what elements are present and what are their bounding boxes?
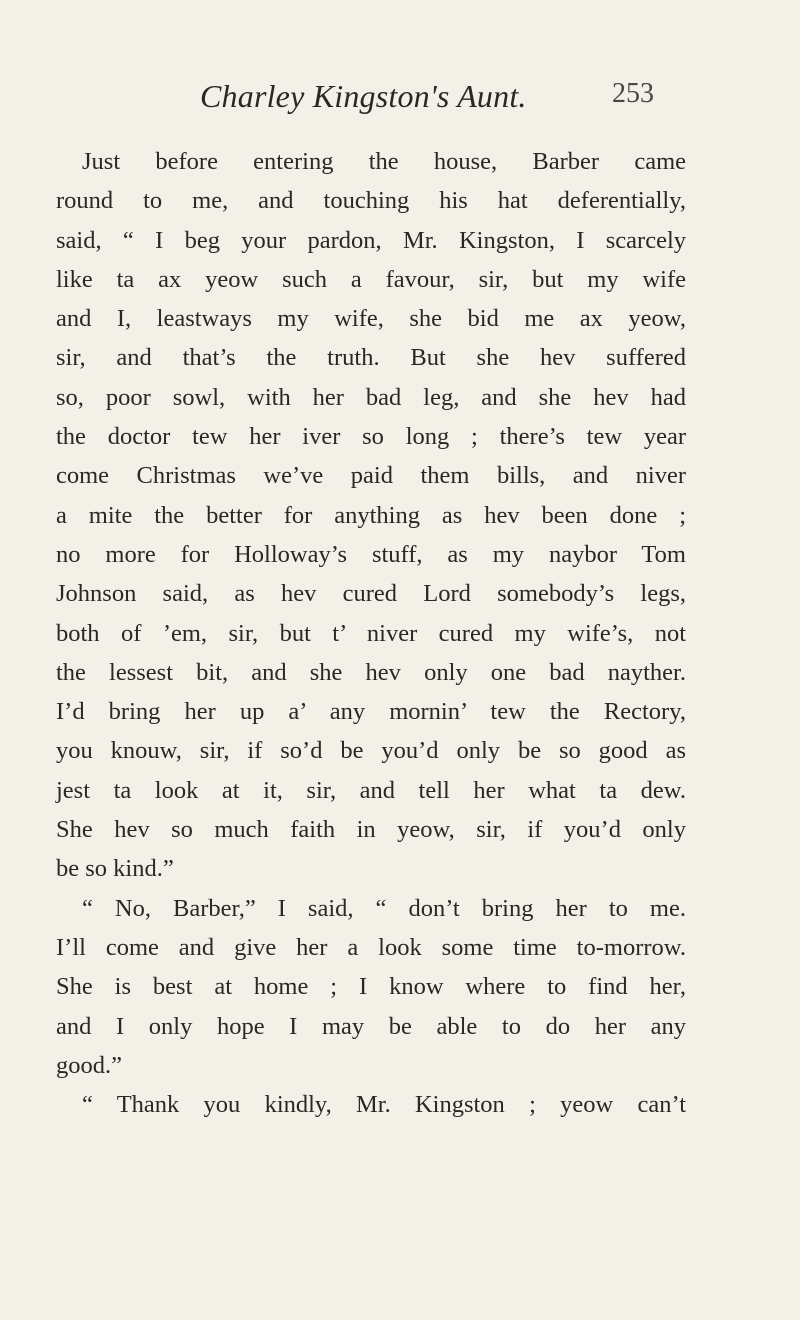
body-text [56, 142, 686, 1124]
text-line: Johnson said, as hev cured Lord somebody’s legs, [56, 580, 686, 608]
text-line: I’ll come and give her a look some time to-morrow. [56, 933, 686, 961]
text-line: no more for Holloway’s stuff, as my naybor Tom [56, 540, 686, 568]
text-line: the doctor tew her iver so long ; there’s tew year [56, 423, 686, 451]
text-line: “ Thank you kindly, Mr. Kingston ; yeow can’t [82, 1091, 686, 1119]
text-line: be so kind.” [56, 855, 174, 883]
text-line: and I only hope I may be able to do her any [56, 1012, 686, 1040]
text-line: good.” [56, 1051, 122, 1079]
text-line: I’d bring her up a’ any mornin’ tew the Rectory, [56, 698, 686, 726]
text-line: the lessest bit, and she hev only one bad nayther. [56, 658, 686, 686]
running-head [0, 78, 800, 118]
text-line: said, “ I beg your pardon, Mr. Kingston, I scarcely [56, 226, 686, 254]
text-line: and I, leastways my wife, she bid me ax yeow, [56, 305, 686, 333]
text-line: both of ’em, sir, but t’ niver cured my wife’s, not [56, 619, 686, 647]
text-line: like ta ax yeow such a favour, sir, but my wife [56, 265, 686, 293]
running-title: Charley Kingston's Aunt. [200, 78, 527, 114]
text-line: round to me, and touching his hat deferentially, [56, 187, 686, 215]
text-line: you knouw, sir, if so’d be you’d only be so good as [56, 737, 686, 765]
page-number: 253 [612, 78, 654, 109]
text-line: She is best at home ; I know where to find her, [56, 973, 686, 1001]
text-line: jest ta look at it, sir, and tell her what ta dew. [56, 776, 686, 804]
text-line: “ No, Barber,” I said, “ don’t bring her to me. [82, 894, 686, 922]
text-line: a mite the better for anything as hev been done ; [56, 501, 686, 529]
text-line: come Christmas we’ve paid them bills, and niver [56, 462, 686, 490]
text-line: Just before entering the house, Barber came [82, 148, 686, 175]
text-line: so, poor sowl, with her bad leg, and she hev had [56, 383, 686, 411]
text-line: She hev so much faith in yeow, sir, if you’d only [56, 816, 686, 844]
text-line: sir, and that’s the truth. But she hev suffered [56, 344, 686, 372]
